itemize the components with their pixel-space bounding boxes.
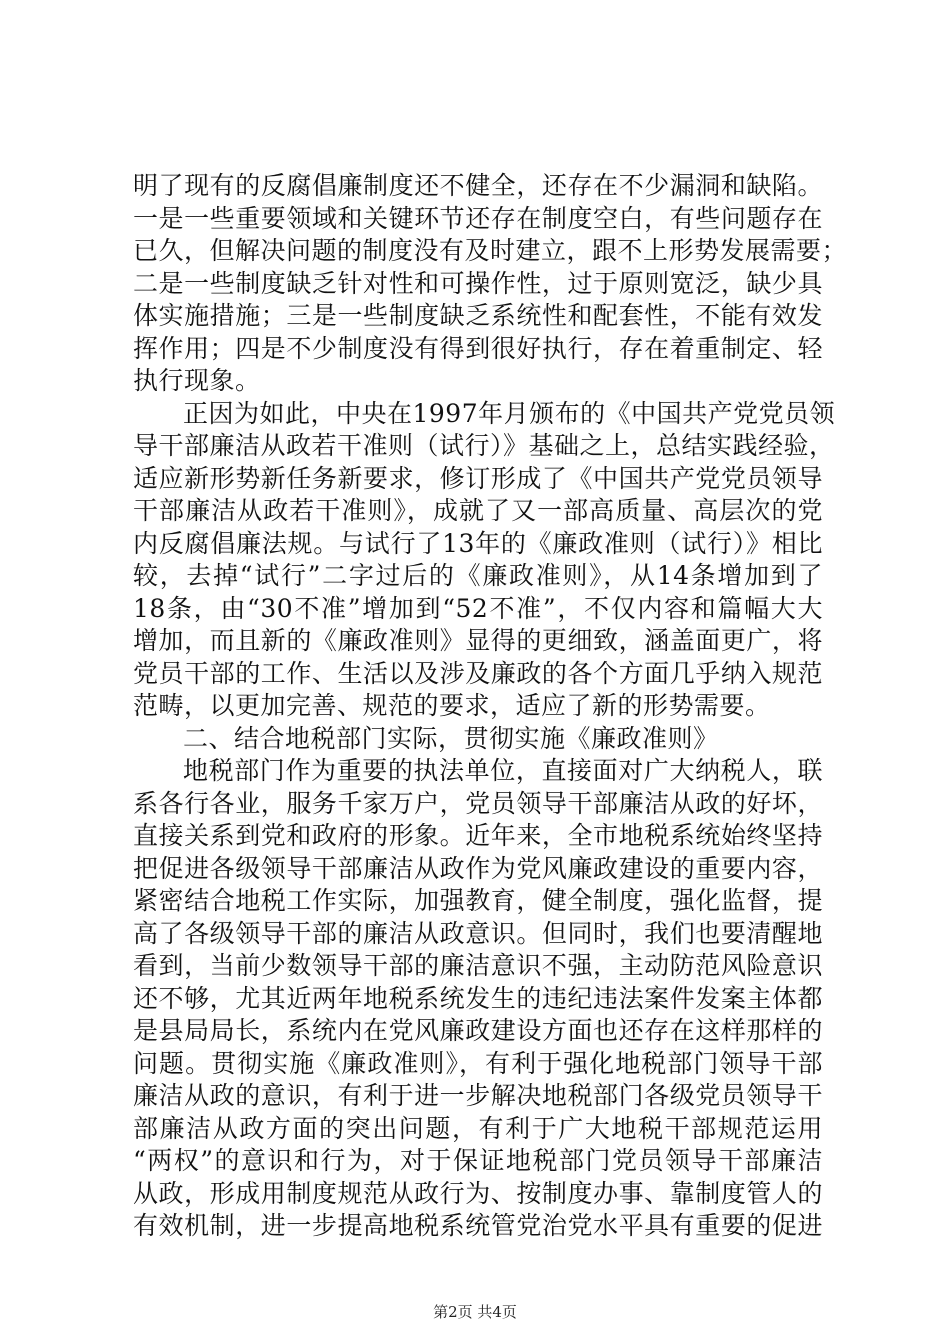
text-line: 干部廉洁从政若干准则》，成就了又一部高质量、高层次的党 — [133, 496, 823, 525]
text-line: 增加，而且新的《廉政准则》显得的更细致，涵盖面更广，将 — [133, 626, 823, 655]
text-line: 廉洁从政的意识，有利于进一步解决地税部门各级党员领导干 — [133, 1081, 823, 1110]
text-line: 高了各级领导干部的廉洁从政意识。但同时，我们也要清醒地 — [133, 918, 823, 948]
text-line: 看到，当前少数领导干部的廉洁意识不强，主动防范风险意识 — [133, 951, 823, 980]
page-number-footer: 第2页 共4页 — [433, 1303, 517, 1321]
text-line: 二是一些制度缺乏针对性和可操作性，过于原则宽泛，缺少具 — [133, 268, 823, 298]
text-line: 问题。贯彻实施《廉政准则》，有利于强化地税部门领导干部 — [133, 1048, 823, 1078]
text-line: 内反腐倡廉法规。与试行了13年的《廉政准则（试行）》相比 — [133, 528, 823, 558]
text-line: 还不够，尤其近两年地税系统发生的违纪违法案件发案主体都 — [133, 983, 823, 1013]
paragraph-start-line: 正因为如此，中央在1997年月颁布的《中国共产党党员领 — [183, 398, 836, 428]
text-line: 适应新形势新任务新要求，修订形成了《中国共产党党员领导 — [133, 463, 823, 493]
text-line: “两权”的意识和行为，对于保证地税部门党员领导干部廉洁 — [133, 1146, 823, 1175]
text-line: 一是一些重要领域和关键环节还存在制度空白，有些问题存在 — [133, 203, 823, 233]
text-line: 紧密结合地税工作实际，加强教育，健全制度，强化监督，提 — [133, 886, 823, 915]
text-line: 是县局局长，系统内在党风廉政建设方面也还存在这样那样的 — [133, 1016, 823, 1045]
text-line: 已久，但解决问题的制度没有及时建立，跟不上形势发展需要； — [133, 236, 848, 265]
text-line: 有效机制，进一步提高地税系统管党治党水平具有重要的促进 — [133, 1211, 823, 1240]
text-line: 党员干部的工作、生活以及涉及廉政的各个方面几乎纳入规范 — [133, 658, 823, 688]
text-line: 直接关系到党和政府的形象。近年来，全市地税系统始终坚持 — [133, 821, 823, 850]
text-line: 挥作用；四是不少制度没有得到很好执行，存在着重制定、轻 — [133, 333, 823, 363]
text-line: 导干部廉洁从政若干准则（试行）》基础之上，总结实践经验， — [133, 431, 835, 460]
text-line: 范畴，以更加完善、规范的要求，适应了新的形势需要。 — [133, 691, 771, 720]
text-line: 明了现有的反腐倡廉制度还不健全，还存在不少漏洞和缺陷。 — [133, 171, 823, 200]
text-line: 体实施措施；三是一些制度缺乏系统性和配套性，不能有效发 — [133, 301, 823, 330]
text-line: 部廉洁从政方面的突出问题，有利于广大地税干部规范运用 — [133, 1113, 823, 1143]
text-line: 较，去掉“试行”二字过后的《廉政准则》，从14条增加到了 — [133, 561, 823, 590]
text-line: 从政，形成用制度规范从政行为、按制度办事、靠制度管人的 — [133, 1178, 823, 1208]
text-line: 把促进各级领导干部廉洁从政作为党风廉政建设的重要内容， — [133, 853, 823, 883]
text-line: 执行现象。 — [133, 366, 261, 395]
body-text — [133, 170, 848, 1243]
paragraph-start-line: 地税部门作为重要的执法单位，直接面对广大纳税人，联 — [183, 756, 823, 785]
section-heading: 二、结合地税部门实际，贯彻实施《廉政准则》 — [183, 723, 719, 753]
text-line: 18条，由“30不准”增加到“52不准”，不仅内容和篇幅大大 — [133, 593, 823, 623]
text-line: 系各行各业，服务千家万户，党员领导干部廉洁从政的好坏， — [133, 788, 823, 818]
